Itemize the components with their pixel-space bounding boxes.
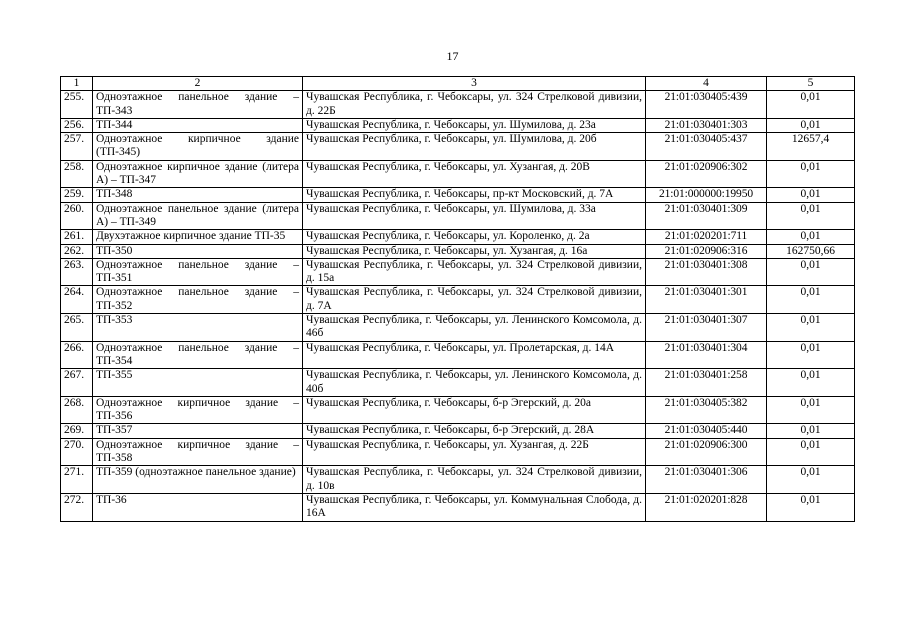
object-name: Одноэтажное кирпичное здание – ТП-356	[93, 396, 303, 424]
object-name: Двухэтажное кирпичное здание ТП-35	[93, 230, 303, 244]
area-value: 12657,4	[767, 133, 855, 161]
row-number: 263.	[61, 258, 93, 286]
registry-table	[60, 76, 855, 522]
row-number: 264.	[61, 286, 93, 314]
area-value: 0,01	[767, 424, 855, 438]
object-address: Чувашская Республика, г. Чебоксары, ул. Шумилова, д. 33а	[303, 202, 646, 230]
area-value: 0,01	[767, 341, 855, 369]
object-name: ТП-350	[93, 244, 303, 258]
cadastral-number: 21:01:030401:303	[646, 118, 767, 132]
object-address: Чувашская Республика, г. Чебоксары, б-р Эгерский, д. 20а	[303, 396, 646, 424]
table-row	[61, 396, 855, 424]
object-address: Чувашская Республика, г. Чебоксары, ул. Ленинского Комсомола, д. 40б	[303, 369, 646, 397]
cadastral-number: 21:01:000000:19950	[646, 188, 767, 202]
object-name: Одноэтажное кирпичное здание (литера А) – ТП-347	[93, 160, 303, 188]
table-row	[61, 438, 855, 466]
object-name: ТП-357	[93, 424, 303, 438]
cadastral-number: 21:01:030405:437	[646, 133, 767, 161]
header-col-5: 5	[767, 77, 855, 91]
row-number: 265.	[61, 314, 93, 342]
object-name: Одноэтажное кирпичное здание – ТП-358	[93, 438, 303, 466]
table-row	[61, 244, 855, 258]
table-row	[61, 188, 855, 202]
object-name: ТП-36	[93, 493, 303, 521]
header-col-1: 1	[61, 77, 93, 91]
object-address: Чувашская Республика, г. Чебоксары, ул. 324 Стрелковой дивизии, д. 10в	[303, 466, 646, 494]
object-address: Чувашская Республика, г. Чебоксары, ул. Шумилова, д. 23а	[303, 118, 646, 132]
object-name: ТП-344	[93, 118, 303, 132]
object-name: Одноэтажное панельное здание (литера А) – ТП-349	[93, 202, 303, 230]
table-row	[61, 493, 855, 521]
table-row	[61, 118, 855, 132]
cadastral-number: 21:01:030405:439	[646, 91, 767, 119]
object-address: Чувашская Республика, г. Чебоксары, ул. Шумилова, д. 20б	[303, 133, 646, 161]
row-number: 256.	[61, 118, 93, 132]
object-address: Чувашская Республика, г. Чебоксары, ул. Коммунальная Слобода, д. 16А	[303, 493, 646, 521]
row-number: 262.	[61, 244, 93, 258]
cadastral-number: 21:01:030405:440	[646, 424, 767, 438]
area-value: 0,01	[767, 314, 855, 342]
object-name: ТП-355	[93, 369, 303, 397]
area-value: 0,01	[767, 258, 855, 286]
table-row	[61, 160, 855, 188]
table-row	[61, 133, 855, 161]
row-number: 266.	[61, 341, 93, 369]
area-value: 0,01	[767, 202, 855, 230]
area-value: 0,01	[767, 160, 855, 188]
table-row	[61, 91, 855, 119]
object-address: Чувашская Республика, г. Чебоксары, б-р Эгерский, д. 28А	[303, 424, 646, 438]
cadastral-number: 21:01:020201:711	[646, 230, 767, 244]
area-value: 0,01	[767, 230, 855, 244]
cadastral-number: 21:01:030401:301	[646, 286, 767, 314]
cadastral-number: 21:01:020906:302	[646, 160, 767, 188]
table-row	[61, 230, 855, 244]
area-value: 0,01	[767, 466, 855, 494]
header-col-3: 3	[303, 77, 646, 91]
area-value: 0,01	[767, 493, 855, 521]
header-row	[61, 77, 855, 91]
cadastral-number: 21:01:030401:308	[646, 258, 767, 286]
row-number: 269.	[61, 424, 93, 438]
row-number: 270.	[61, 438, 93, 466]
object-address: Чувашская Республика, г. Чебоксары, ул. Хузангая, д. 22Б	[303, 438, 646, 466]
page-number: 17	[446, 49, 459, 63]
cadastral-number: 21:01:020201:828	[646, 493, 767, 521]
object-name: Одноэтажное кирпичное здание (ТП-345)	[93, 133, 303, 161]
area-value: 0,01	[767, 396, 855, 424]
row-number: 258.	[61, 160, 93, 188]
row-number: 267.	[61, 369, 93, 397]
cadastral-number: 21:01:020906:316	[646, 244, 767, 258]
area-value: 0,01	[767, 438, 855, 466]
row-number: 255.	[61, 91, 93, 119]
row-number: 272.	[61, 493, 93, 521]
object-name: Одноэтажное панельное здание – ТП-343	[93, 91, 303, 119]
area-value: 162750,66	[767, 244, 855, 258]
row-number: 260.	[61, 202, 93, 230]
table-row	[61, 258, 855, 286]
object-name: Одноэтажное панельное здание – ТП-354	[93, 341, 303, 369]
cadastral-number: 21:01:030401:306	[646, 466, 767, 494]
row-number: 268.	[61, 396, 93, 424]
row-number: 259.	[61, 188, 93, 202]
object-address: Чувашская Республика, г. Чебоксары, ул. 324 Стрелковой дивизии, д. 22Б	[303, 91, 646, 119]
table-row	[61, 202, 855, 230]
row-number: 257.	[61, 133, 93, 161]
object-name: Одноэтажное панельное здание – ТП-351	[93, 258, 303, 286]
table-row	[61, 341, 855, 369]
table-row	[61, 466, 855, 494]
object-address: Чувашская Республика, г. Чебоксары, ул. 324 Стрелковой дивизии, д. 7А	[303, 286, 646, 314]
area-value: 0,01	[767, 369, 855, 397]
object-address: Чувашская Республика, г. Чебоксары, пр-кт Московский, д. 7А	[303, 188, 646, 202]
object-address: Чувашская Республика, г. Чебоксары, ул. Пролетарская, д. 14А	[303, 341, 646, 369]
object-address: Чувашская Республика, г. Чебоксары, ул. Ленинского Комсомола, д. 46б	[303, 314, 646, 342]
object-name: ТП-353	[93, 314, 303, 342]
object-name: ТП-348	[93, 188, 303, 202]
area-value: 0,01	[767, 91, 855, 119]
table-row	[61, 286, 855, 314]
cadastral-number: 21:01:030401:307	[646, 314, 767, 342]
row-number: 271.	[61, 466, 93, 494]
area-value: 0,01	[767, 286, 855, 314]
table-row	[61, 424, 855, 438]
cadastral-number: 21:01:030405:382	[646, 396, 767, 424]
area-value: 0,01	[767, 188, 855, 202]
object-address: Чувашская Республика, г. Чебоксары, ул. Хузангая, д. 16а	[303, 244, 646, 258]
cadastral-number: 21:01:030401:258	[646, 369, 767, 397]
row-number: 261.	[61, 230, 93, 244]
area-value: 0,01	[767, 118, 855, 132]
table-body	[61, 91, 855, 521]
object-address: Чувашская Республика, г. Чебоксары, ул. 324 Стрелковой дивизии, д. 15а	[303, 258, 646, 286]
header-col-2: 2	[93, 77, 303, 91]
object-address: Чувашская Республика, г. Чебоксары, ул. Короленко, д. 2а	[303, 230, 646, 244]
object-name: Одноэтажное панельное здание – ТП-352	[93, 286, 303, 314]
object-name: ТП-359 (одноэтажное панельное здание)	[93, 466, 303, 494]
cadastral-number: 21:01:020906:300	[646, 438, 767, 466]
cadastral-number: 21:01:030401:309	[646, 202, 767, 230]
cadastral-number: 21:01:030401:304	[646, 341, 767, 369]
table-row	[61, 314, 855, 342]
table-row	[61, 369, 855, 397]
object-address: Чувашская Республика, г. Чебоксары, ул. Хузангая, д. 20В	[303, 160, 646, 188]
header-col-4: 4	[646, 77, 767, 91]
